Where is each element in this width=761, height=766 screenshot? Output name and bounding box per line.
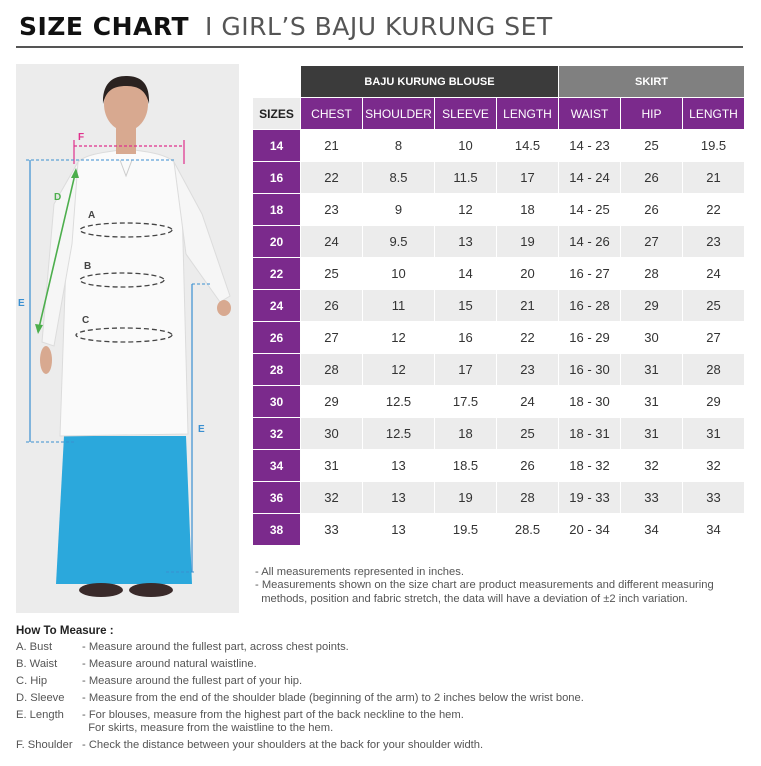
table-cell: 32 [683,450,745,482]
table-cell: 27 [301,322,363,354]
table-cell: 18 - 30 [559,386,621,418]
table-row [253,290,745,322]
table-cell: 14.5 [497,130,559,162]
table-cell: 28 [301,354,363,386]
table-cell: 19 [435,482,497,514]
column-header: SLEEVE [435,98,497,130]
table-cell: 21 [497,290,559,322]
measure-item [16,739,584,753]
table-cell: 32 [301,482,363,514]
table-cell: 31 [301,450,363,482]
measurement-notes [255,566,714,606]
group-header-skirt: SKIRT [559,66,745,98]
column-header: WAIST [559,98,621,130]
table-cell: 29 [301,386,363,418]
table-cell: 30 [621,322,683,354]
table-cell: 12.5 [363,386,435,418]
table-cell: 25 [621,130,683,162]
table-cell: 32 [621,450,683,482]
table-cell: 14 - 24 [559,162,621,194]
measure-desc: - For blouses, measure from the highest part of the back neckline to the hem. [82,708,464,721]
table-cell: 24 [683,258,745,290]
table-cell: 13 [435,226,497,258]
table-cell: 21 [683,162,745,194]
measure-desc: - Measure around the fullest part, across chest points. [82,641,349,653]
table-cell: 17.5 [435,386,497,418]
table-cell: 31 [683,418,745,450]
table-cell: 23 [683,226,745,258]
hand-left [40,346,52,374]
model-illustration [16,64,239,613]
label-d: D [54,192,62,203]
column-header: LENGTH [683,98,745,130]
table-cell: 12 [363,322,435,354]
table-cell: 18 - 32 [559,450,621,482]
label-e-skirt: E [198,424,205,435]
table-cell: 25 [683,290,745,322]
column-header-row [253,98,745,130]
group-header-row [253,66,745,98]
table-cell: 26 [301,290,363,322]
measure-label: C. Hip [16,674,48,687]
table-row [253,450,745,482]
table-row [253,322,745,354]
table-row [253,258,745,290]
table-cell: 27 [621,226,683,258]
table-cell: 26 [497,450,559,482]
table-cell: 25 [301,258,363,290]
table-body [253,130,745,546]
table-cell: 33 [683,482,745,514]
size-cell: 38 [253,514,301,546]
title-divider [16,46,743,48]
table-row [253,482,745,514]
label-f: F [78,132,85,143]
size-cell: 16 [253,162,301,194]
table-cell: 34 [683,514,745,546]
table-cell: 24 [497,386,559,418]
measure-label: F. Shoulder [16,738,73,751]
title-main: SIZE CHART [19,12,190,41]
table-cell: 16 - 30 [559,354,621,386]
table-cell: 24 [301,226,363,258]
table-cell: 16 - 29 [559,322,621,354]
table-cell: 11.5 [435,162,497,194]
how-to-measure [16,625,584,756]
label-a: A [88,210,96,221]
measure-label: B. Waist [16,657,58,670]
title-subtitle: I GIRL’S BAJU KURUNG SET [205,12,553,41]
shoe-right [129,583,173,597]
column-header: HIP [621,98,683,130]
table-cell: 19.5 [435,514,497,546]
size-cell: 34 [253,450,301,482]
table-cell: 21 [301,130,363,162]
table-cell: 22 [683,194,745,226]
table-cell: 22 [301,162,363,194]
size-table [252,65,745,546]
table-cell: 13 [363,482,435,514]
measure-desc: For skirts, measure from the waistline to the hem. [82,722,334,735]
measure-item [16,641,584,655]
table-cell: 19 - 33 [559,482,621,514]
column-header: LENGTH [497,98,559,130]
column-header: CHEST [301,98,363,130]
measure-item [16,709,584,736]
table-cell: 34 [621,514,683,546]
label-b: B [84,261,92,272]
table-row [253,130,745,162]
table-cell: 10 [435,130,497,162]
table-cell: 33 [301,514,363,546]
table-cell: 9 [363,194,435,226]
table-cell: 14 - 25 [559,194,621,226]
table-cell: 16 - 28 [559,290,621,322]
table-cell: 28.5 [497,514,559,546]
table-cell: 16 [435,322,497,354]
table-cell: 19.5 [683,130,745,162]
size-cell: 24 [253,290,301,322]
label-c: C [82,315,90,326]
table-cell: 12 [363,354,435,386]
table-cell: 11 [363,290,435,322]
size-cell: 28 [253,354,301,386]
table-cell: 28 [621,258,683,290]
table-cell: 8.5 [363,162,435,194]
table-cell: 8 [363,130,435,162]
neck [116,128,136,154]
table-cell: 29 [683,386,745,418]
table-cell: 31 [621,386,683,418]
table-cell: 18 [497,194,559,226]
table-cell: 15 [435,290,497,322]
table-cell: 23 [301,194,363,226]
table-cell: 30 [301,418,363,450]
table-cell: 13 [363,514,435,546]
column-header: SHOULDER [363,98,435,130]
measure-label: A. Bust [16,641,53,653]
label-e-blouse: E [18,298,25,309]
size-cell: 26 [253,322,301,354]
measure-item [16,692,584,706]
size-cell: 20 [253,226,301,258]
table-cell: 19 [497,226,559,258]
table-cell: 18 [435,418,497,450]
table-cell: 16 - 27 [559,258,621,290]
table-cell: 23 [497,354,559,386]
table-cell: 14 - 23 [559,130,621,162]
table-row [253,162,745,194]
measure-desc: - Measure around the fullest part of your hip. [82,674,303,687]
page-title [19,12,553,46]
table-cell: 10 [363,258,435,290]
table-cell: 31 [621,418,683,450]
size-cell: 18 [253,194,301,226]
how-to-title: How To Measure : [16,625,114,637]
table-cell: 26 [621,194,683,226]
shoe-left [79,583,123,597]
measure-desc: - Check the distance between your shoulders at the back for your shoulder width. [82,738,484,751]
measure-label: E. Length [16,708,64,721]
measure-label: D. Sleeve [16,691,65,704]
group-header-blouse: BAJU KURUNG BLOUSE [301,66,559,98]
table-cell: 26 [621,162,683,194]
table-cell: 18 - 31 [559,418,621,450]
table-cell: 9.5 [363,226,435,258]
table-row [253,514,745,546]
table-row [253,226,745,258]
skirt-shape [56,436,192,584]
table-row [253,354,745,386]
table-row [253,418,745,450]
size-cell: 22 [253,258,301,290]
measure-item [16,658,584,672]
table-cell: 28 [497,482,559,514]
table-cell: 29 [621,290,683,322]
table-cell: 25 [497,418,559,450]
table-cell: 20 [497,258,559,290]
table-row [253,194,745,226]
note-line: methods, position and fabric stretch, the data will have a deviation of ±2 inch variation. [255,592,688,605]
column-header: SIZES [253,98,301,130]
table-cell: 22 [497,322,559,354]
size-cell: 36 [253,482,301,514]
table-row [253,386,745,418]
measurement-diagram [16,64,239,613]
size-cell: 30 [253,386,301,418]
table-cell: 28 [683,354,745,386]
table-cell: 14 [435,258,497,290]
table-cell: 17 [435,354,497,386]
blouse-shape [60,150,188,436]
table-cell: 31 [621,354,683,386]
measure-item [16,675,584,689]
table-cell: 33 [621,482,683,514]
table-cell: 17 [497,162,559,194]
measure-desc: - Measure around natural waistline. [82,657,257,670]
note-line: - All measurements represented in inches. [255,566,464,578]
note-line: - Measurements shown on the size chart are product measurements and different measuring [255,579,714,592]
table-cell: 12.5 [363,418,435,450]
size-cell: 32 [253,418,301,450]
table-cell: 27 [683,322,745,354]
table-cell: 14 - 26 [559,226,621,258]
size-cell: 14 [253,130,301,162]
table-cell: 13 [363,450,435,482]
table-cell: 20 - 34 [559,514,621,546]
measure-desc: - Measure from the end of the shoulder blade (beginning of the arm) to 2 inches below the wrist bone. [82,691,584,704]
table-cell: 18.5 [435,450,497,482]
table-cell: 12 [435,194,497,226]
hand-right [217,300,231,316]
